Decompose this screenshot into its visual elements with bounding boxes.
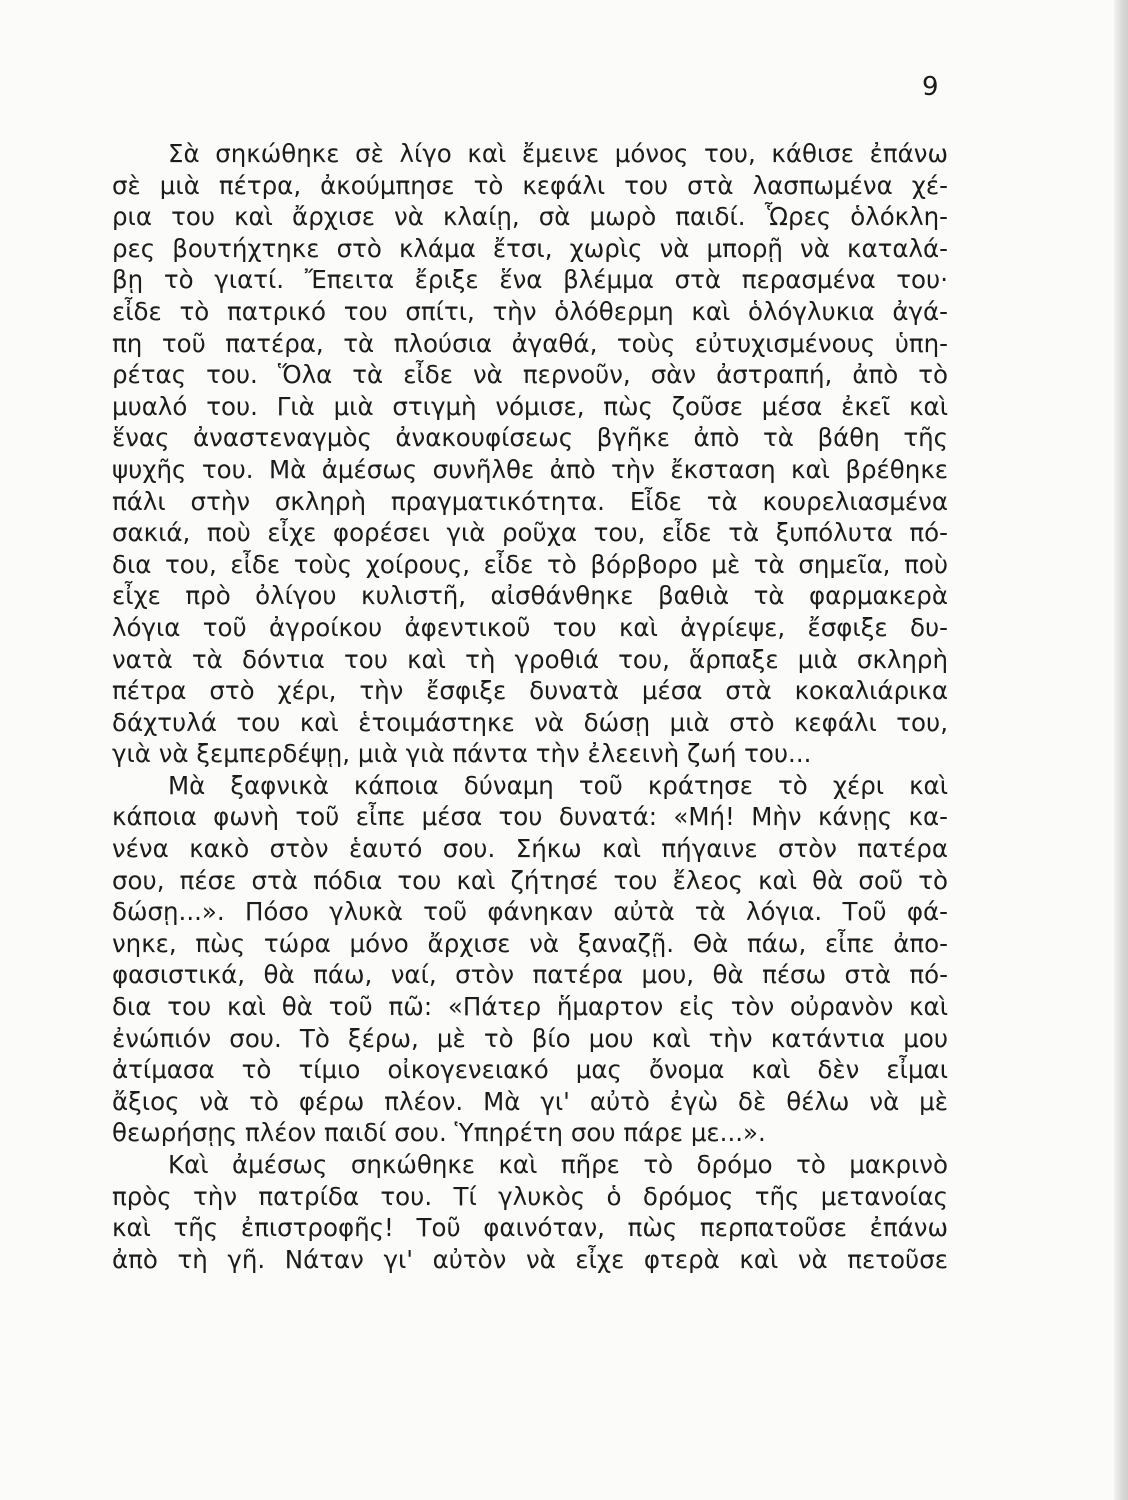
text-line: φασιστικά, θὰ πάω, ναί, στὸν πατέρα μου, θὰ πέσω στὰ πό- [112, 960, 948, 990]
page-edge-shadow [1114, 0, 1128, 1500]
text-line: ψυχῆς του. Μὰ ἀμέσως συνῆλθε ἀπὸ τὴν ἔκσταση καὶ βρέθηκε [112, 454, 948, 484]
text-line: λόγια τοῦ ἀγροίκου ἀφεντικοῦ του καὶ ἀγρίεψε, ἔσφιξε δυ- [112, 612, 948, 642]
text-line: ρες βουτήχτηκε στὸ κλάμα ἔτσι, χωρὶς νὰ μπορῇ νὰ καταλά- [112, 233, 948, 263]
text-line: σὲ μιὰ πέτρα, ἀκούμπησε τὸ κεφάλι του στὰ λασπωμένα χέ- [112, 170, 948, 200]
text-line: ἄξιος νὰ τὸ φέρω πλέον. Μὰ γι' αὐτὸ ἐγὼ δὲ θέλω νὰ μὲ [112, 1086, 948, 1116]
text-line: Σὰ σηκώθηκε σὲ λίγο καὶ ἔμεινε μόνος του, κάθισε ἐπάνω [168, 139, 948, 168]
text-line: σακιά, ποὺ εἶχε φορέσει γιὰ ροῦχα του, εἶδε τὰ ξυπόλυτα πό- [112, 518, 948, 548]
text-line: δια του καὶ θὰ τοῦ πῶ: «Πάτερ ἥμαρτον εἰς τὸν οὐρανὸν καὶ [112, 992, 948, 1022]
text-line: θεωρήσῃς πλέον παιδί σου. Ὑπηρέτη σου πάρε με...». [112, 1118, 766, 1148]
text-line: δια του, εἶδε τοὺς χοίρους, εἶδε τὸ βόρβορο μὲ τὰ σημεῖα, ποὺ [112, 549, 948, 579]
text-line: ἀτίμασα τὸ τίμιο οἰκογενειακό μας ὄνομα καὶ δὲν εἶμαι [112, 1055, 948, 1085]
text-line: πη τοῦ πατέρα, τὰ πλούσια ἀγαθά, τοὺς εὐτυχισμένους ὑπη- [112, 328, 948, 358]
text-line: νηκε, πὼς τώρα μόνο ἄρχισε νὰ ξαναζῇ. Θὰ πάω, εἶπε ἀπο- [112, 928, 948, 958]
text-line: πάλι στὴν σκληρὴ πραγματικότητα. Εἶδε τὰ κουρελιασμένα [112, 486, 948, 516]
text-line: Μὰ ξαφνικὰ κάποια δύναμη τοῦ κράτησε τὸ χέρι καὶ [168, 770, 948, 800]
text-line: μυαλό του. Γιὰ μιὰ στιγμὴ νόμισε, πὼς ζοῦσε μέσα ἐκεῖ καὶ [112, 391, 948, 421]
text-line: κάποια φωνὴ τοῦ εἶπε μέσα του δυνατά: «Μή! Μὴν κάνῃς κα- [112, 802, 948, 832]
text-line: ἀπὸ τὴ γῆ. Νάταν γι' αὐτὸν νὰ εἶχε φτερὰ καὶ νὰ πετοῦσε [112, 1244, 948, 1274]
text-line: δώσῃ...». Πόσο γλυκὰ τοῦ φάνηκαν αὐτὰ τὰ λόγια. Τοῦ φά- [112, 897, 948, 927]
text-line: ρια του καὶ ἄρχισε νὰ κλαίῃ, σὰ μωρὸ παιδί. Ὧρες ὁλόκλη- [112, 202, 948, 232]
text-line: δάχτυλά του καὶ ἑτοιμάστηκε νὰ δώσῃ μιὰ στὸ κεφάλι του, [112, 707, 948, 737]
text-line: ρέτας του. Ὅλα τὰ εἶδε νὰ περνοῦν, σὰν ἀστραπή, ἀπὸ τὸ [112, 360, 948, 390]
text-line: πρὸς τὴν πατρίδα του. Τί γλυκὸς ὁ δρόμος τῆς μετανοίας [112, 1181, 948, 1211]
text-line: εἶδε τὸ πατρικό του σπίτι, τὴν ὁλόθερμη καὶ ὁλόγλυκια ἀγά- [112, 296, 948, 326]
text-line: πέτρα στὸ χέρι, τὴν ἔσφιξε δυνατὰ μέσα στὰ κοκαλιάρικα [112, 676, 948, 706]
text-line: νένα κακὸ στὸν ἑαυτό σου. Σήκω καὶ πήγαινε στὸν πατέρα [112, 834, 948, 864]
text-line: βῃ τὸ γιατί. Ἔπειτα ἔριξε ἕνα βλέμμα στὰ περασμένα του· [112, 265, 948, 295]
page-number: 9 [922, 72, 939, 102]
text-line: ἕνας ἀναστεναγμὸς ἀνακουφίσεως βγῆκε ἀπὸ τὰ βάθη τῆς [112, 423, 948, 453]
text-line: γιὰ νὰ ξεμπερδέψῃ, μιὰ γιὰ πάντα τὴν ἐλεεινὴ ζωή του... [112, 739, 812, 769]
text-line: ἐνώπιόν σου. Τὸ ξέρω, μὲ τὸ βίο μου καὶ τὴν κατάντια μου [112, 1023, 948, 1053]
text-line: σου, πέσε στὰ πόδια του καὶ ζήτησέ του ἔλεος καὶ θὰ σοῦ τὸ [112, 865, 948, 895]
text-line: εἶχε πρὸ ὀλίγου κυλιστῆ, αἰσθάνθηκε βαθιὰ τὰ φαρμακερὰ [112, 581, 948, 611]
body-text [112, 138, 948, 1275]
text-line: Καὶ ἀμέσως σηκώθηκε καὶ πῆρε τὸ δρόμο τὸ μακρινὸ [168, 1150, 948, 1179]
text-line: νατὰ τὰ δόντια του καὶ τὴ γροθιά του, ἅρπαξε μιὰ σκληρὴ [112, 644, 948, 674]
text-line: καὶ τῆς ἐπιστροφῆς! Τοῦ φαινόταν, πὼς περπατοῦσε ἐπάνω [112, 1213, 948, 1243]
